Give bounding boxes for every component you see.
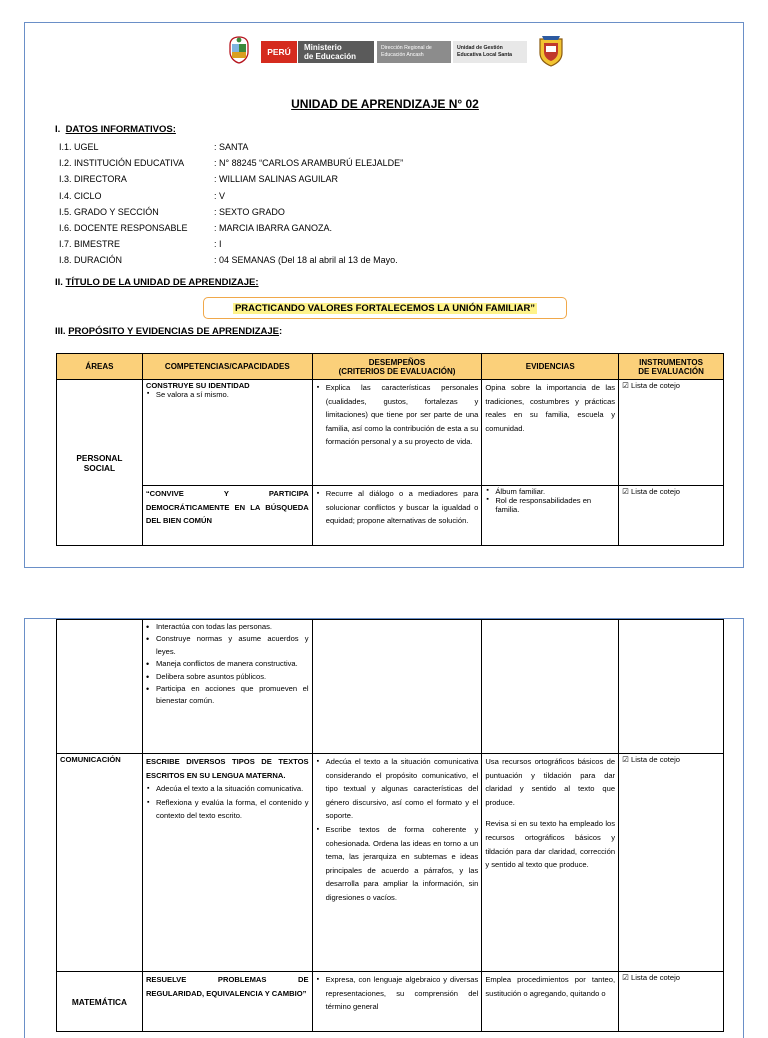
evidence-cell: Emplea procedimientos por tanteo, sustitución o agregando, quitando o <box>482 972 619 1032</box>
col-header-desempenos: DESEMPEÑOS (CRITERIOS DE EVALUACIÓN) <box>312 354 482 380</box>
checkmark-icon: ☑ <box>622 755 629 764</box>
purpose-evidence-table <box>56 353 724 546</box>
info-row: I.6. DOCENTE RESPONSABLE : MARCIA IBARRA GANOZA. <box>59 223 333 234</box>
instrument-cell: ☑ Lista de cotejo <box>619 486 724 546</box>
section-3-heading: III. PROPÓSITO Y EVIDENCIAS DE APRENDIZAJE: <box>55 326 283 337</box>
performance-cell: ▪ Recurre al diálogo o a mediadores para solucionar conflictos y buscar la igualdad o equidad; propone alternativas de solución. <box>312 486 482 546</box>
informative-data-list <box>59 139 403 269</box>
competence-cell: RESUELVE PROBLEMAS DE REGULARIDAD, EQUIVALENCIA Y CAMBIO” <box>142 972 312 1032</box>
area-matematica: MATEMÁTICA <box>57 972 143 1032</box>
performance-cell: ▪ Expresa, con lenguaje algebraico y diversas representaciones, su comprensión del término general <box>312 972 482 1032</box>
competence-cell: • Interactúa con todas las personas. • Construye normas y asume acuerdos y leyes. • Maneja conflictos de manera constructiva. • Delibera sobre asuntos públicos. • Participa en acciones que promueven el bienestar común. <box>142 620 312 754</box>
instrument-cell: ☑ Lista de cotejo <box>619 972 724 1032</box>
evidence-cell: Usa recursos ortográficos básicos de puntuación y tildación para dar claridad y sentido al texto que produce. Revisa si en su texto ha empleado los recursos ortográficos básicos y tildación para dar claridad, corrección y sentido al texto que produce. <box>482 754 619 972</box>
section-2-heading: II. TÍTULO DE LA UNIDAD DE APRENDIZAJE: <box>55 277 259 288</box>
school-crest-icon <box>536 33 566 67</box>
info-row: I.1. UGEL : SANTA <box>59 142 249 152</box>
info-row: I.8. DURACIÓN : 04 SEMANAS (Del 18 al abril al 13 de Mayo. <box>59 255 398 266</box>
competence-cell: “CONVIVE Y PARTICIPA DEMOCRÁTICAMENTE EN LA BÚSQUEDA DEL BIEN COMÚN <box>142 486 312 546</box>
evidence-cell: Opina sobre la importancia de las tradiciones, costumbres y prácticas reales en su familia, escuela y comunidad. <box>482 380 619 486</box>
performance-cell: ▪ Explica las características personales (cualidades, gustos, fortalezas y limitaciones) que tiene por ser parte de una familia, así como la contribución de esta a su formación personal y a su proyecto de vida. <box>312 380 482 486</box>
col-header-areas: ÁREAS <box>57 354 143 380</box>
performance-cell: ▪ Adecúa el texto a la situación comunicativa considerando el propósito comunicativo, el tipo textual y algunas características del género discursivo, así como el formato y el soporte. ▪ Escribe textos de forma coherente y cohesionada. Ordena las ideas en torno a un tema, las jerarquiza en subtemas e ideas principales de acuerdo a párrafos, y las desarrolla para ampliar la información, sin digresiones o vacíos. <box>312 754 482 972</box>
info-row: I.3. DIRECTORA : WILLIAM SALINAS AGUILAR <box>59 174 339 185</box>
document-page-2 <box>24 618 744 1038</box>
competence-cell: CONSTRUYE SU IDENTIDAD ▪ Se valora a sí mismo. <box>142 380 312 486</box>
checkmark-icon: ☑ <box>622 973 629 982</box>
col-header-evidencias: EVIDENCIAS <box>482 354 619 380</box>
instrument-cell: ☑ Lista de cotejo <box>619 380 724 486</box>
performance-cell-empty <box>312 620 482 754</box>
evidence-cell: ▪ Álbum familiar. ▪ Rol de responsabilidades en familia. <box>482 486 619 546</box>
peru-coat-of-arms-icon <box>227 35 251 65</box>
checkmark-icon: ☑ <box>622 381 629 390</box>
evidence-cell-empty <box>482 620 619 754</box>
page-gap <box>0 570 768 616</box>
area-comunicacion: COMUNICACIÓN <box>57 754 143 972</box>
document-title: UNIDAD DE APRENDIZAJE N° 02 <box>291 97 479 111</box>
dre-logo: Dirección Regional de Educación Ancash <box>377 41 451 63</box>
document-page-1 <box>24 22 744 568</box>
unit-title-box: PRACTICANDO VALORES FORTALECEMOS LA UNIÓN FAMILIAR” <box>203 297 567 319</box>
instrument-cell: ☑ Lista de cotejo <box>619 754 724 972</box>
instrument-cell-empty <box>619 620 724 754</box>
minedu-logo: Ministerio de Educación <box>298 41 374 63</box>
info-row: I.5. GRADO Y SECCIÓN : SEXTO GRADO <box>59 206 285 217</box>
col-header-competencias: COMPETENCIAS/CAPACIDADES <box>142 354 312 380</box>
info-row: I.7. BIMESTRE : I <box>59 239 222 250</box>
purpose-evidence-table-continued <box>56 619 724 1032</box>
info-row: I.4. CICLO : V <box>59 190 226 201</box>
col-header-instrumentos: INSTRUMENTOS DE EVALUACIÓN <box>619 354 724 380</box>
competence-cell: ESCRIBE DIVERSOS TIPOS DE TEXTOS ESCRITOS EN SU LENGUA MATERNA. ▪ Adecúa el texto a la situación comunicativa. ▪ Reflexiona y evalúa la forma, el contenido y contexto del texto escrito. <box>142 754 312 972</box>
section-1-heading: I. DATOS INFORMATIVOS: <box>55 124 176 135</box>
ugel-logo: Unidad de Gestión Educativa Local Santa <box>453 41 527 63</box>
info-row: I.2. INSTITUCIÓN EDUCATIVA : N° 88245 “CARLOS ARAMBURÚ ELEJALDE” <box>59 158 404 169</box>
checkmark-icon: ☑ <box>622 487 629 496</box>
area-personal-social: PERSONAL SOCIAL <box>57 380 143 546</box>
area-cell-empty <box>57 620 143 754</box>
header-logos <box>25 33 745 69</box>
peru-logo: PERÚ <box>261 41 297 63</box>
